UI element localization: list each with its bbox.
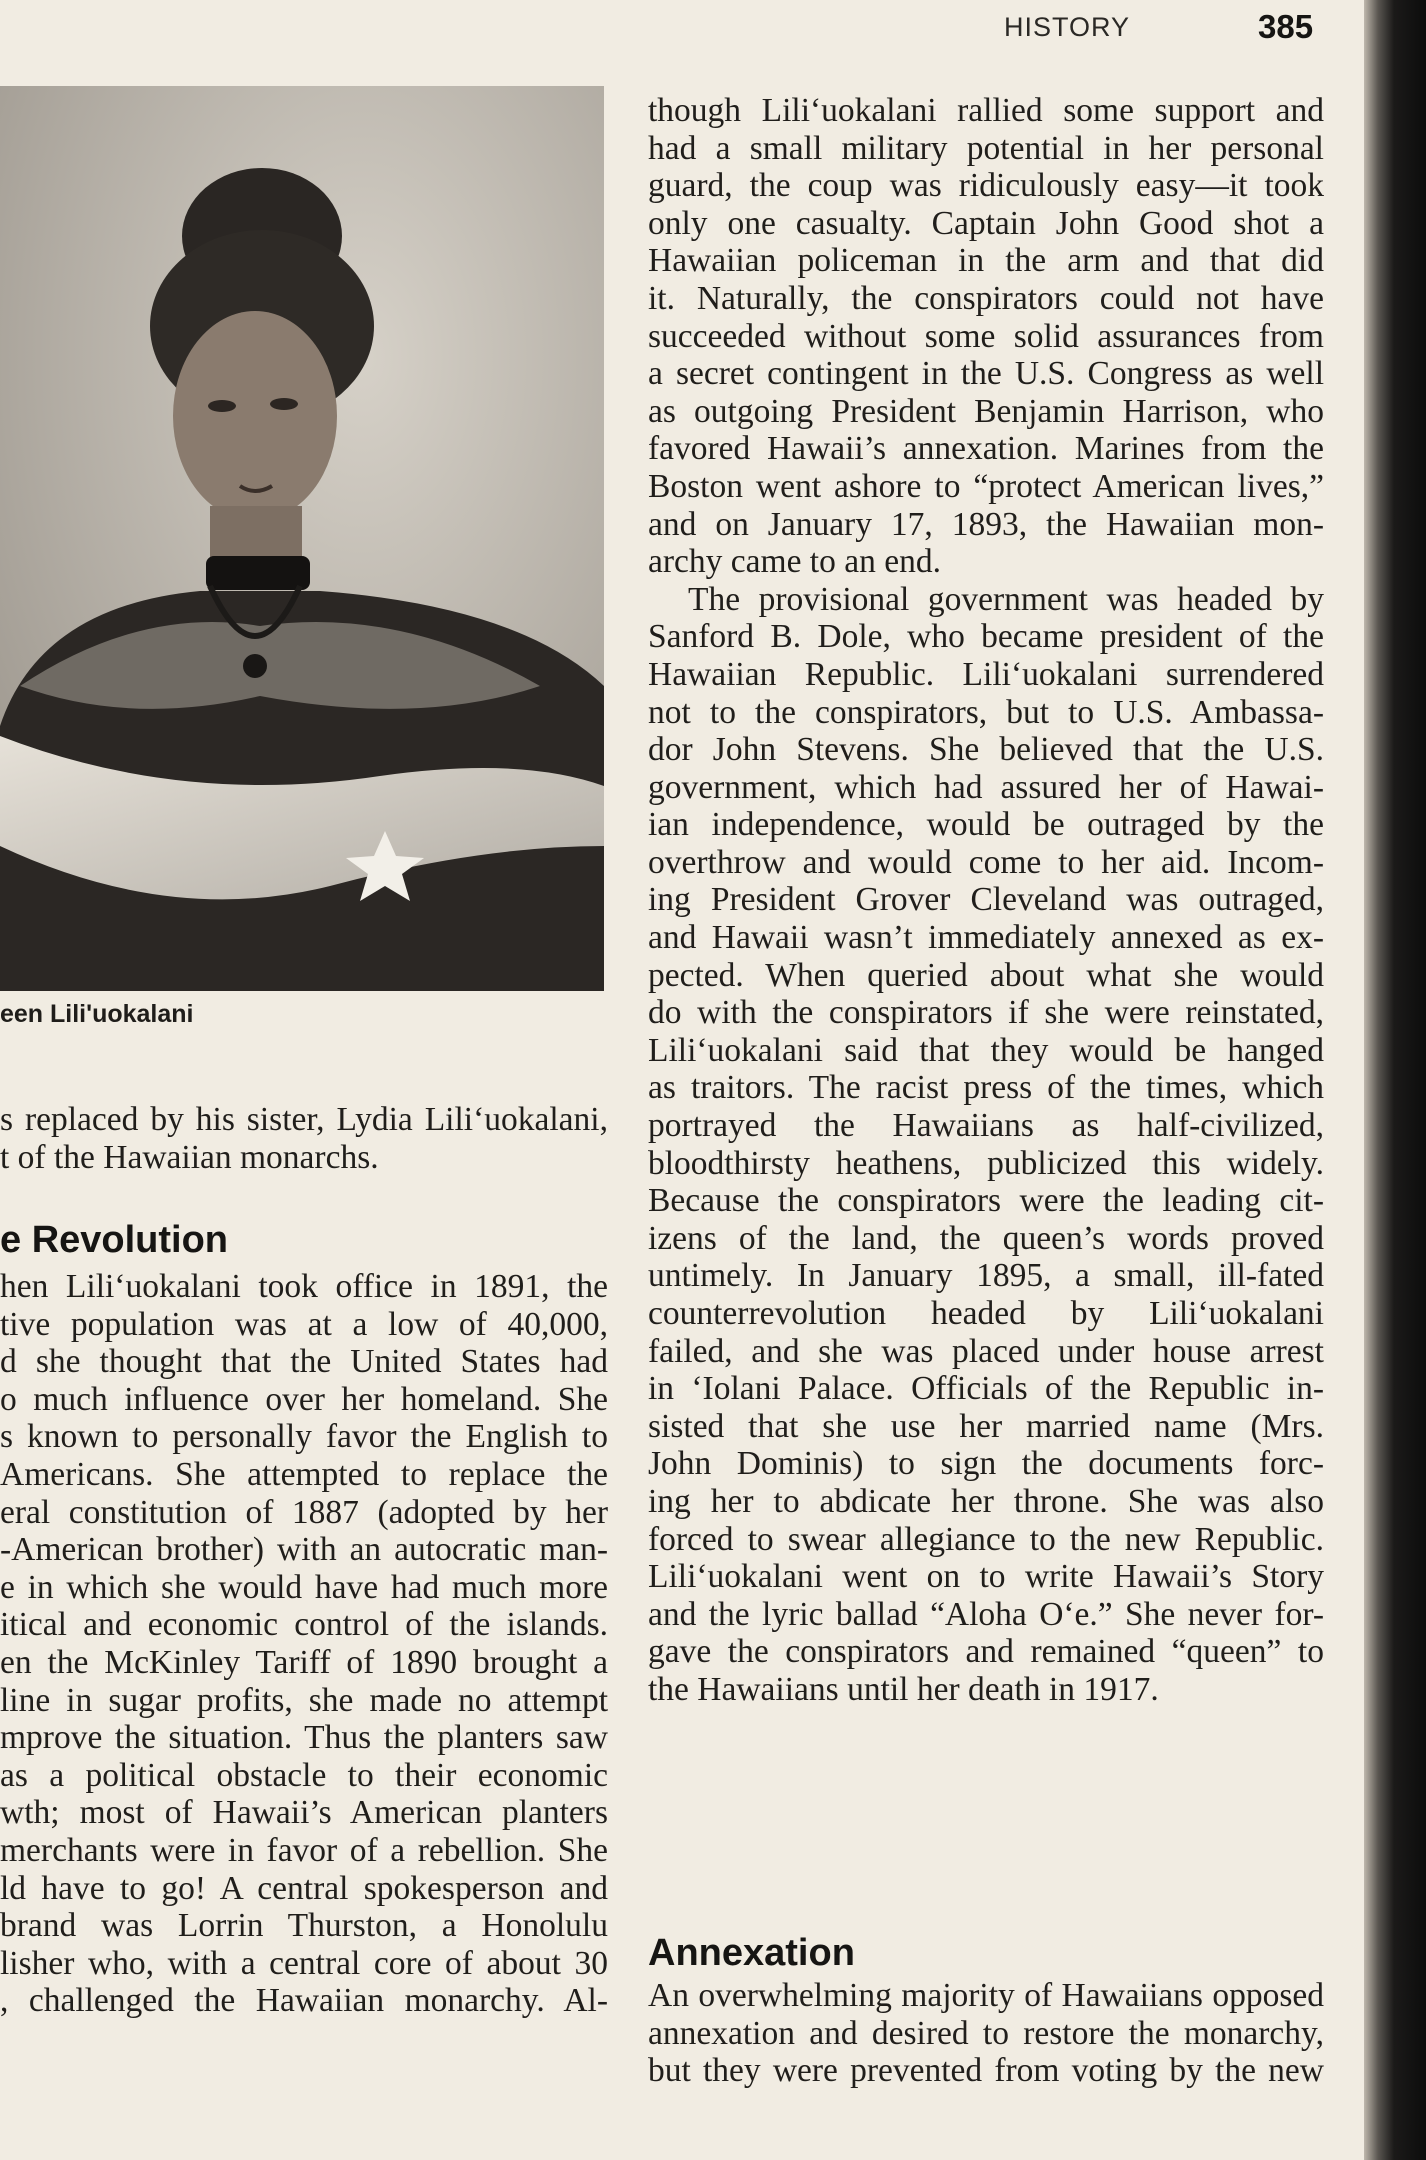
text-line: annexation and desired to restore the monarchy, — [648, 2014, 1324, 2052]
text-line: dor John Stevens. She believed that the U.S. — [648, 731, 1324, 769]
text-line: hen Lili‘uokalani took office in 1891, the — [0, 1268, 608, 1305]
queen-portrait-illustration — [0, 86, 604, 991]
running-header: HISTORY — [1004, 12, 1131, 42]
section-heading-revolution: e Revolution — [0, 1219, 229, 1261]
text-line: o much influence over her homeland. She — [0, 1380, 608, 1418]
text-line: mprove the situation. Thus the planters saw — [0, 1719, 608, 1757]
text-line: en the McKinley Tariff of 1890 brought a — [0, 1643, 608, 1681]
text-line: t of the Hawaiian monarchs. — [0, 1138, 379, 1176]
text-line: , challenged the Hawaiian monarchy. Al- — [0, 1982, 608, 2020]
text-line: izens of the land, the queen’s words proved — [648, 1219, 1324, 1257]
text-line: The provisional government was headed by — [688, 580, 1324, 618]
text-line: An overwhelming majority of Hawaiians opposed — [648, 1977, 1324, 2014]
text-line: as outgoing President Benjamin Harrison, who — [648, 392, 1324, 430]
text-line: bloodthirsty heathens, publicized this widely. — [648, 1144, 1324, 1182]
text-line: but they were prevented from voting by the new — [648, 2052, 1324, 2090]
text-line: pected. When queried about what she would — [648, 956, 1324, 994]
text-line: Because the conspirators were the leading cit- — [648, 1182, 1324, 1220]
book-spine-shadow — [1364, 0, 1426, 2160]
text-line: in ‘Iolani Palace. Officials of the Republic in- — [648, 1370, 1324, 1408]
text-line: brand was Lorrin Thurston, a Honolulu — [0, 1907, 608, 1945]
left-body-text — [0, 1268, 608, 2020]
text-line: gave the conspirators and remained “queen” to — [648, 1633, 1324, 1671]
text-line: Lili‘uokalani said that they would be hanged — [648, 1031, 1324, 1069]
text-line: favored Hawaii’s annexation. Marines from the — [648, 430, 1324, 468]
text-line: as a political obstacle to their economic — [0, 1756, 608, 1794]
text-line: s known to personally favor the English to — [0, 1418, 608, 1456]
text-line: Boston went ashore to “protect American lives,” — [648, 467, 1324, 505]
text-line: and Hawaii wasn’t immediately annexed as ex- — [648, 919, 1324, 957]
right-paragraph-3 — [648, 1977, 1324, 2090]
text-line: line in sugar profits, she made no attempt — [0, 1681, 608, 1719]
text-line: Lili‘uokalani went on to write Hawaii’s Story — [648, 1558, 1324, 1596]
text-line: tive population was at a low of 40,000, — [0, 1305, 608, 1343]
text-line: though Lili‘uokalani rallied some support and — [648, 92, 1324, 129]
left-intro-text — [0, 1101, 608, 1176]
text-line: -American brother) with an autocratic man- — [0, 1531, 608, 1569]
text-line: sisted that she use her married name (Mrs. — [648, 1407, 1324, 1445]
text-line: do with the conspirators if she were reinstated, — [648, 994, 1324, 1032]
text-line: d she thought that the United States had — [0, 1343, 608, 1381]
text-line: itical and economic control of the islands. — [0, 1606, 608, 1644]
page-number: 385 — [1258, 8, 1314, 45]
text-line: s replaced by his sister, Lydia Lili‘uokalani, — [0, 1101, 608, 1138]
text-line: and the lyric ballad “Aloha O‘e.” She never for- — [648, 1595, 1324, 1633]
text-line: ld have to go! A central spokesperson and — [0, 1869, 608, 1907]
text-line: Hawaiian Republic. Lili‘uokalani surrendered — [648, 655, 1324, 693]
text-line: Sanford B. Dole, who became president of the — [648, 618, 1324, 656]
text-line: forced to swear allegiance to the new Republic. — [648, 1520, 1324, 1558]
right-paragraph-1 — [648, 92, 1324, 1709]
text-line: and on January 17, 1893, the Hawaiian mon- — [648, 505, 1324, 543]
figure-caption: een Lili'uokalani — [0, 1000, 194, 1028]
text-line: government, which had assured her of Hawai- — [648, 768, 1324, 806]
text-line: e in which she would have had much more — [0, 1568, 608, 1606]
text-line: failed, and she was placed under house arrest — [648, 1332, 1324, 1370]
text-line: archy came to an end. — [648, 543, 941, 581]
text-line: succeeded without some solid assurances from — [648, 317, 1324, 355]
text-line: portrayed the Hawaiians as half-civilized, — [648, 1107, 1324, 1145]
text-line: John Dominis) to sign the documents forc- — [648, 1445, 1324, 1483]
section-heading-annexation: Annexation — [648, 1932, 855, 1974]
text-line: had a small military potential in her personal — [648, 129, 1324, 167]
text-line: not to the conspirators, but to U.S. Ambassa- — [648, 693, 1324, 731]
text-line: guard, the coup was ridiculously easy—it took — [648, 167, 1324, 205]
text-line: it. Naturally, the conspirators could not have — [648, 279, 1324, 317]
text-line: only one casualty. Captain John Good shot a — [648, 204, 1324, 242]
text-line: as traitors. The racist press of the times, which — [648, 1069, 1324, 1107]
text-line: eral constitution of 1887 (adopted by her — [0, 1493, 608, 1531]
text-line: ing her to abdicate her throne. She was also — [648, 1482, 1324, 1520]
portrait-photo — [0, 86, 604, 991]
text-line: untimely. In January 1895, a small, ill-fated — [648, 1257, 1324, 1295]
text-line: Americans. She attempted to replace the — [0, 1455, 608, 1493]
text-line: ing President Grover Cleveland was outraged, — [648, 881, 1324, 919]
text-line: merchants were in favor of a rebellion. She — [0, 1831, 608, 1869]
text-line: Hawaiian policeman in the arm and that did — [648, 242, 1324, 280]
text-line: a secret contingent in the U.S. Congress as well — [648, 355, 1324, 393]
text-line: lisher who, with a central core of about 30 — [0, 1944, 608, 1982]
text-line: overthrow and would come to her aid. Incom- — [648, 843, 1324, 881]
text-line: wth; most of Hawaii’s American planters — [0, 1794, 608, 1832]
text-line: counterrevolution headed by Lili‘uokalani — [648, 1295, 1324, 1332]
text-line: ian independence, would be outraged by the — [648, 806, 1324, 844]
text-line: the Hawaiians until her death in 1917. — [648, 1670, 1159, 1708]
